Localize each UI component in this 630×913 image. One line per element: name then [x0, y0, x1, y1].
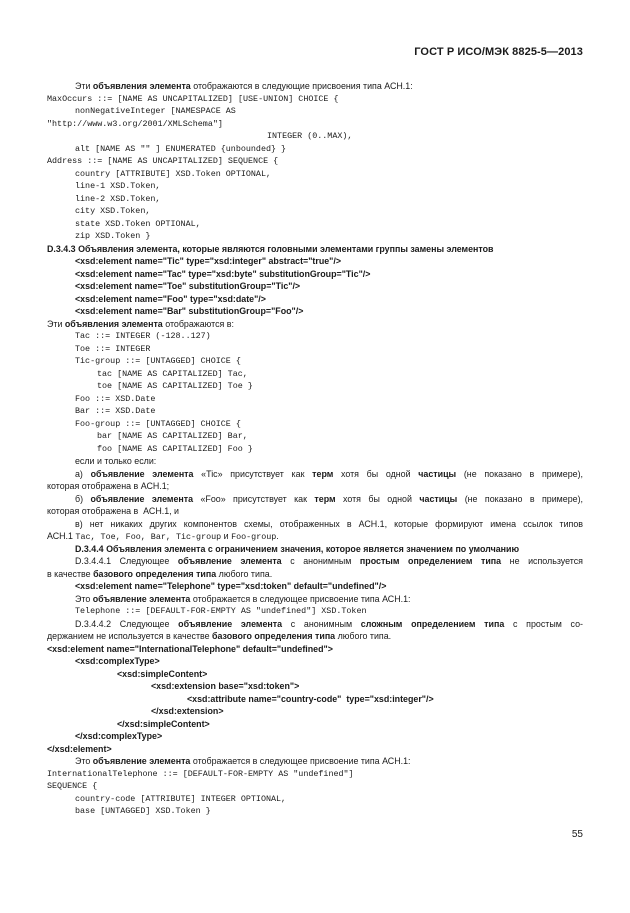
- paragraph: Эти объявления элемента отображаются в следующие присвоения типа АСН.1:: [75, 81, 413, 91]
- xsd-line: <xsd:element name="Tac" type="xsd:byte" substitutionGroup="Tic"/>: [75, 268, 371, 279]
- xsd-line: <xsd:element name="Telephone" type="xsd:token" default="undefined"/>: [75, 581, 387, 591]
- xsd-line: <xsd:element name="Tic" type="xsd:integer" abstract="true"/>: [75, 256, 342, 266]
- asn1-line: "http://www.w3.org/2001/XMLSchema"]: [47, 118, 223, 129]
- xsd-line: </xsd:extension>: [151, 706, 224, 716]
- paragraph: которая отображена в АСН.1;: [47, 481, 170, 491]
- paragraph: D.3.4.4.1 Следующее объявление элемента с анонимным простым определением типа не используется: [75, 556, 583, 566]
- asn1-line: Foo-group ::= [UNTAGGED] CHOICE {: [75, 418, 241, 429]
- asn1-line: Bar ::= XSD.Date: [75, 406, 156, 416]
- paragraph: Это объявление элемента отображается в следующее присвоение типа АСН.1:: [75, 593, 411, 604]
- xsd-line: </xsd:simpleContent>: [117, 718, 210, 729]
- paragraph: D.3.4.4.2 Следующее объявление элемента с анонимным сложным определением типа с простым со-: [75, 618, 583, 629]
- asn1-line: base [UNTAGGED] XSD.Token }: [75, 806, 211, 816]
- page-header: ГОСТ Р ИСО/МЭК 8825-5—2013: [414, 46, 583, 58]
- xsd-line: </xsd:complexType>: [75, 731, 163, 741]
- asn1-line: zip XSD.Token }: [75, 231, 151, 241]
- paragraph: в качестве базового определения типа любого типа.: [47, 568, 273, 579]
- paragraph: АСН.1 Tac, Toe, Foo, Bar, Tic-group и Foo-group.: [47, 531, 279, 542]
- asn1-line: state XSD.Token OPTIONAL,: [75, 218, 201, 229]
- asn1-line: Foo ::= XSD.Date: [75, 393, 156, 404]
- paragraph: если и только если:: [75, 456, 157, 466]
- asn1-line: Address ::= [NAME AS UNCAPITALIZED] SEQUENCE {: [47, 156, 279, 166]
- asn1-line: tac [NAME AS CAPITALIZED] Tac,: [97, 368, 248, 379]
- xsd-line: <xsd:element name="Toe" substitutionGroup="Tic"/>: [75, 281, 301, 291]
- asn1-line: Toe ::= INTEGER: [75, 343, 151, 354]
- xsd-line: <xsd:simpleContent>: [117, 668, 208, 679]
- asn1-line: Telephone ::= [DEFAULT-FOR-EMPTY AS "undefined"] XSD.Token: [75, 606, 367, 616]
- xsd-line: </xsd:element>: [47, 743, 112, 754]
- section-heading: D.3.4.4 Объявления элемента с ограничением значения, которое является значением по умолчанию: [75, 543, 520, 554]
- list-item: а) объявление элемента «Tic» присутствует как терм хотя бы одной частицы (не показано в примере),: [75, 468, 583, 479]
- document-body: [47, 80, 583, 818]
- asn1-line: alt [NAME AS "" ] ENUMERATED {unbounded} }: [75, 143, 287, 154]
- asn1-line: toe [NAME AS CAPITALIZED] Toe }: [97, 381, 253, 391]
- asn1-line: INTEGER (0..MAX),: [267, 131, 353, 141]
- asn1-line: country-code [ATTRIBUTE] INTEGER OPTIONAL,: [75, 793, 287, 804]
- section-heading: D.3.4.3 Объявления элемента, которые являются головными элементами группы замены элементов: [47, 243, 494, 254]
- asn1-line: city XSD.Token,: [75, 206, 151, 216]
- xsd-line: <xsd:element name="InternationalTelephone" default="undefined">: [47, 643, 333, 654]
- paragraph: Эти объявления элемента отображаются в:: [47, 318, 234, 329]
- paragraph: которая отображена в АСН.1, и: [47, 506, 180, 516]
- list-item: б) объявление элемента «Foo» присутствует как терм хотя бы одной частицы (не показано в примере),: [75, 493, 583, 504]
- asn1-line: country [ATTRIBUTE] XSD.Token OPTIONAL,: [75, 168, 272, 179]
- page-number: 55: [571, 829, 583, 840]
- asn1-line: Tic-group ::= [UNTAGGED] CHOICE {: [75, 356, 241, 366]
- asn1-line: InternationalTelephone ::= [DEFAULT-FOR-EMPTY AS "undefined"]: [47, 768, 354, 779]
- xsd-line: <xsd:attribute name="country-code" type="xsd:integer"/>: [187, 693, 434, 704]
- xsd-line: <xsd:element name="Foo" type="xsd:date"/>: [75, 293, 266, 304]
- asn1-line: Tac ::= INTEGER (-128..127): [75, 331, 211, 341]
- asn1-line: bar [NAME AS CAPITALIZED] Bar,: [97, 431, 248, 441]
- xsd-line: <xsd:element name="Bar" substitutionGroup="Foo"/>: [75, 306, 304, 316]
- paragraph: Это объявление элемента отображается в следующее присвоение типа АСН.1:: [75, 756, 411, 766]
- asn1-line: SEQUENCE {: [47, 781, 98, 791]
- xsd-line: <xsd:extension base="xsd:token">: [151, 681, 300, 691]
- asn1-line: foo [NAME AS CAPITALIZED] Foo }: [97, 443, 253, 454]
- asn1-line: line-1 XSD.Token,: [75, 181, 161, 191]
- asn1-line: line-2 XSD.Token,: [75, 193, 161, 204]
- asn1-line: MaxOccurs ::= [NAME AS UNCAPITALIZED] [USE-UNION] CHOICE {: [47, 93, 339, 104]
- xsd-line: <xsd:complexType>: [75, 656, 160, 666]
- asn1-line: nonNegativeInteger [NAMESPACE AS: [75, 106, 236, 116]
- list-item: в) нет никаких других компонентов схемы, отображенных в АСН.1, которые формируют имена ссылок типов: [75, 518, 583, 529]
- paragraph: держанием не используется в качестве базового определения типа любого типа.: [47, 631, 392, 641]
